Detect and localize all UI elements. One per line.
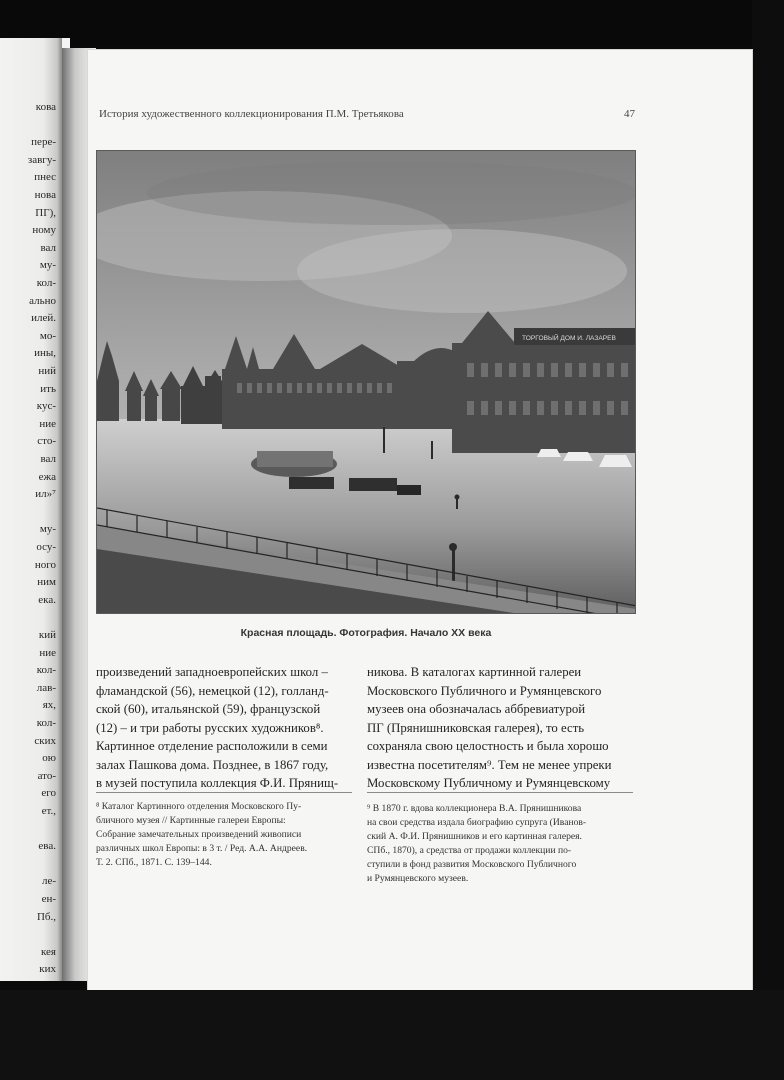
facing-page-line: ато-: [37, 769, 56, 782]
facing-page-line: его: [41, 787, 56, 800]
body-line: музеев она обозначалась аббревиатурой: [367, 702, 586, 716]
body-line: Картинное отделение расположили в семи: [96, 739, 328, 753]
footnote-line: Т. 2. СПб., 1871. С. 139–144.: [96, 857, 212, 868]
facing-page-line: ним: [37, 576, 56, 589]
facing-page-line: кея: [40, 945, 56, 958]
facing-page-line: ины,: [34, 347, 56, 360]
facing-page-left-edge: [0, 38, 70, 981]
footnote-8: [96, 800, 354, 870]
facing-page-line: Пб.,: [36, 910, 56, 923]
footnote-line: ⁸ Каталог Картинного отделения Московского Пу-: [96, 801, 302, 812]
facing-page-line: ний: [38, 365, 56, 377]
facing-page-line: ние: [39, 417, 56, 430]
footnote-line: бличного музея // Картинные галереи Европы:: [96, 815, 286, 826]
footnote-line: ⁹ В 1870 г. вдова коллекционера В.А. Прянишникова: [367, 803, 582, 814]
body-line: известна посетителям⁹. Тем не менее упреки: [367, 757, 612, 772]
facing-page-line: кова: [35, 101, 56, 113]
footnote-line: Собрание замечательных произведений живописи: [96, 829, 302, 840]
facing-page-line: кус-: [36, 400, 56, 413]
cloud: [297, 229, 627, 313]
body-line: ской (60), итальянской (59), французской: [96, 702, 321, 716]
scanner-background-top: [0, 0, 784, 45]
running-title: История художественного коллекционирования П.М. Третьякова: [99, 108, 404, 120]
body-right-column: [367, 663, 633, 793]
facing-page-line: ских: [34, 734, 56, 747]
figure-caption: Красная площадь. Фотография. Начало XX века: [240, 627, 492, 639]
body-line: Московского Публичного и Румянцевского: [367, 683, 602, 698]
scanner-background-right: [752, 0, 784, 1080]
facing-page-line: му-: [39, 523, 56, 536]
footnote-rule-right: [367, 792, 633, 793]
body-line: в музей поступила коллекция Ф.И. Прянищ-: [96, 776, 339, 790]
facing-page-line: ить: [40, 382, 56, 395]
facing-page-line: вал: [40, 453, 56, 465]
facing-page-line: му-: [39, 259, 56, 272]
facing-page-line: кол-: [36, 664, 56, 677]
facing-page-line: кол-: [36, 277, 56, 289]
facing-page-line: завгу-: [27, 153, 56, 166]
facing-page-line: илей.: [31, 312, 56, 325]
facing-page-line: ние: [39, 646, 56, 659]
footnote-line: СПб., 1870), а средства от продажи коллекции по-: [367, 845, 572, 856]
facing-page-line: ПГ),: [35, 206, 56, 219]
facing-page-line: ет.,: [41, 805, 56, 817]
facing-page-line: ен-: [41, 893, 56, 905]
body-line: (12) – и три работы русских художников⁸.: [96, 720, 324, 735]
facing-page-line: ному: [32, 224, 56, 237]
footnote-line: на свои средства издала биографию супруга (Иванов-: [367, 817, 587, 828]
cloud: [147, 161, 636, 225]
scanner-background-bottom: [0, 990, 784, 1080]
facing-page-line: ально: [29, 294, 56, 307]
body-line: ПГ (Прянишниковская галерея), то есть: [367, 720, 585, 735]
footnote-line: и Румянцевского музеев.: [367, 873, 469, 884]
body-line: Московскому Публичному и Румянцевскому: [367, 776, 611, 790]
facing-page-line: ека.: [38, 593, 56, 606]
facing-page-line: ил»⁷: [35, 488, 56, 501]
footnote-9: [367, 802, 633, 886]
red-square-photograph: [96, 150, 636, 614]
body-line: фламандской (56), немецкой (12), голланд-: [96, 683, 329, 698]
facing-page-line: осу-: [36, 541, 56, 553]
facing-page-line: ях,: [42, 699, 56, 712]
footnote-line: различных школ Европы: в 3 т. / Ред. А.А. Андреев.: [96, 843, 308, 854]
store-sign: ТОРГОВЫЙ ДОМ И. ЛАЗАРЕВ: [522, 335, 616, 342]
facing-page-line: ного: [34, 558, 56, 571]
facing-page-line: вал: [40, 241, 56, 254]
facing-page-line: ежа: [38, 470, 56, 483]
facing-page-line: кий: [38, 629, 56, 641]
footnote-line: ступили в фонд развития Московского Публичного: [367, 859, 577, 870]
facing-page-line: ких: [39, 963, 56, 976]
footnote-rule-left: [96, 792, 352, 793]
body-line: никова. В каталогах картинной галереи: [367, 665, 582, 679]
page-number: 47: [624, 108, 635, 120]
body-line: залах Пашкова дома. Позднее, в 1867 году,: [96, 757, 329, 772]
body-left-column: [96, 663, 352, 793]
facing-page-line: ою: [42, 752, 56, 765]
facing-page-line: ле-: [41, 875, 56, 888]
facing-page-line: кол-: [36, 717, 56, 729]
body-line: сохраняла свою целостность и была хорошо: [367, 739, 609, 753]
body-line: произведений западноевропейских школ –: [96, 665, 328, 679]
facing-page-line: мо-: [39, 329, 56, 342]
facing-page-line: лав-: [36, 681, 56, 694]
facing-page-line: сто-: [37, 435, 56, 448]
facing-page-line: пере-: [31, 136, 56, 149]
facing-page-line: ева.: [38, 840, 56, 853]
facing-page-line: нова: [34, 189, 56, 201]
facing-page-line: пнес: [34, 171, 56, 184]
footnote-line: ский А. Ф.И. Прянишников и его картинная галерея.: [367, 831, 582, 842]
